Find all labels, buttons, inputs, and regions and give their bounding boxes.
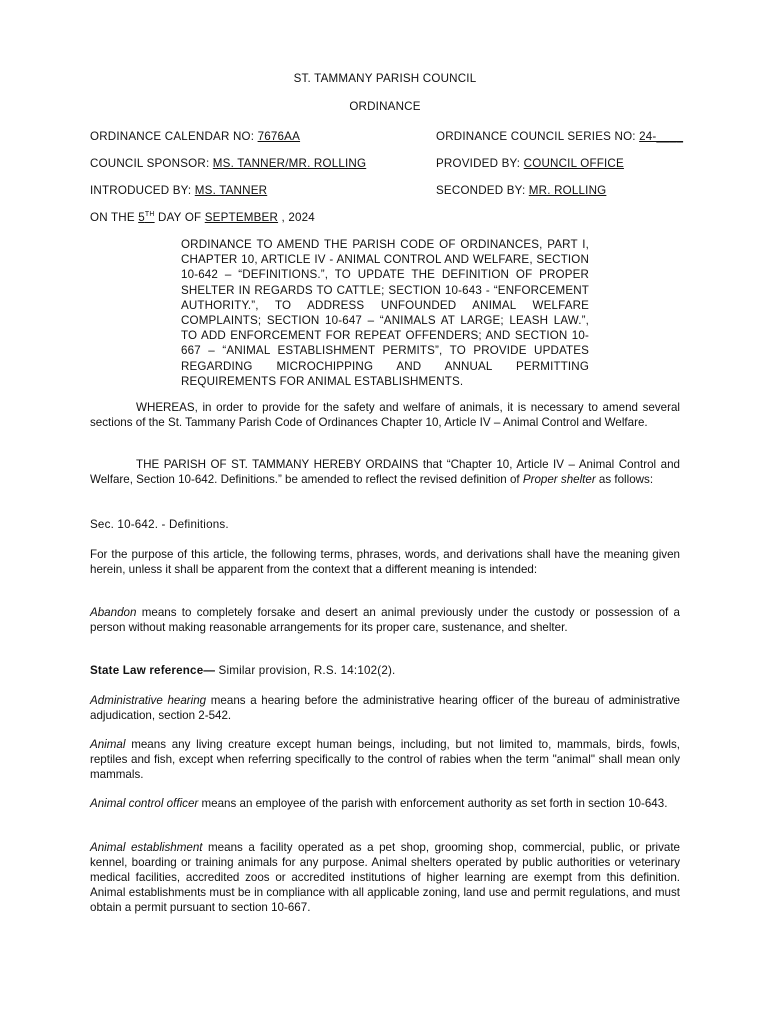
calendar-label: ORDINANCE CALENDAR NO: <box>90 130 258 143</box>
purpose-paragraph: For the purpose of this article, the following terms, phrases, words, and derivations shall have the meaning given herein, unless it shall be apparent from the context that a different meaning is intended: <box>90 548 680 576</box>
series-label: ORDINANCE COUNCIL SERIES NO: <box>436 130 640 143</box>
series-value: 24-____ <box>639 130 684 143</box>
date-year: , 2024 <box>278 211 315 224</box>
sponsor-value: MS. TANNER/MR. ROLLING <box>212 157 367 170</box>
introduced-by <box>90 184 267 197</box>
definition-text: means any living creature except human beings, including, but not limited to, mammals, birds, fowls, reptiles and fish, except when referring specifically to the control of rabies when the term "animal" shall mean only mammals. <box>90 738 680 781</box>
date-day-number: 5 <box>138 211 145 224</box>
definition-animal-establishment <box>90 840 680 915</box>
definition-text: means a hearing before the administrative hearing officer of the bureau of administrative adjudication, section 2-542. <box>90 694 680 722</box>
whereas-paragraph <box>90 400 680 430</box>
provided-by <box>436 157 624 170</box>
date-prefix: ON THE <box>90 211 139 224</box>
calendar-number <box>90 130 300 143</box>
definition-term: Abandon <box>90 606 137 619</box>
definition-abandon <box>90 605 680 635</box>
state-law-text: Similar provision, R.S. 14:102(2). <box>215 664 396 677</box>
ordinance-title: ORDINANCE TO AMEND THE PARISH CODE OF ORDINANCES, PART I, CHAPTER 10, ARTICLE IV - ANIMAL CONTROL AND WELFARE, SECTION 10-642 – “DEFINITIONS.”, TO UPDATE THE DEFINITION OF PROPER SHELTER IN REGARDS TO CATTLE; SECTION 10-643 - “ENFORCEMENT AUTHORITY.”, TO ADDRESS UNFOUNDED ANIMAL WELFARE COMPLAINTS; SECTION 10-647 – “ANIMALS AT LARGE; LEASH LAW.”, TO ADD ENFORCEMENT FOR REPEAT OFFENDERS; AND SECTION 10-667 – “ANIMAL ESTABLISHMENT PERMITS”, TO PROVIDE UPDATES REGARDING MICROCHIPPING AND ANNUAL PERMITTING REQUIREMENTS FOR ANIMAL ESTABLISHMENTS. <box>181 238 589 388</box>
seconded-value: MR. ROLLING <box>528 184 607 197</box>
definition-animal-control-officer <box>90 796 680 811</box>
council-heading: ST. TAMMANY PARISH COUNCIL <box>293 72 477 85</box>
date-mid: DAY OF <box>154 211 205 224</box>
definition-term: Animal <box>90 738 126 751</box>
seconded-label: SECONDED BY: <box>436 184 529 197</box>
seconded-by <box>436 184 606 197</box>
state-law-label: State Law reference— <box>90 664 216 677</box>
section-heading: Sec. 10-642. - Definitions. <box>90 518 229 531</box>
provided-value: COUNCIL OFFICE <box>523 157 624 170</box>
calendar-value: 7676AA <box>257 130 301 143</box>
series-number <box>436 130 683 143</box>
date-day <box>138 211 154 224</box>
sponsor-label: COUNCIL SPONSOR: <box>90 157 213 170</box>
date-day-suffix: TH <box>144 211 155 219</box>
ordains-term: Proper shelter <box>522 473 596 486</box>
meeting-date <box>90 211 315 224</box>
introduced-label: INTRODUCED BY: <box>90 184 195 197</box>
ordains-paragraph <box>90 457 680 487</box>
whereas-text: WHEREAS, in order to provide for the safety and welfare of animals, it is necessary to amend several sections of the St. Tammany Parish Code of Ordinances Chapter 10, Article IV – Animal Control and Welfare. <box>90 401 680 429</box>
definition-term: Animal establishment <box>90 841 203 854</box>
introduced-value: MS. TANNER <box>194 184 268 197</box>
definition-text: means a facility operated as a pet shop, grooming shop, commercial, public, or private kennel, boarding or training animals for any purpose. Animal shelters operated by public authorities or veterinary medical facilities, accredited zoos or accredited institutions of higher learning are exempt from this definition. Animal establishments must be in compliance with all applicable zoning, land use and permit regulations, and must obtain a permit pursuant to section 10-667. <box>90 841 680 914</box>
ordains-end: as follows: <box>595 473 654 486</box>
council-sponsor <box>90 157 366 170</box>
provided-label: PROVIDED BY: <box>436 157 524 170</box>
definition-animal <box>90 737 680 782</box>
state-law-reference <box>90 664 395 677</box>
definition-administrative-hearing <box>90 693 680 723</box>
definition-term: Administrative hearing <box>90 694 207 707</box>
ordains-text: THE PARISH OF ST. TAMMANY HEREBY ORDAINS that “Chapter 10, Article IV – Animal Control and Welfare, Section 10-642. Definitions.” be amended to reflect the revised definition of <box>90 458 680 486</box>
ordinance-heading: ORDINANCE <box>349 100 421 113</box>
definition-text: means an employee of the parish with enforcement authority as set forth in section 10-643. <box>198 797 668 810</box>
definition-term: Animal control officer <box>90 797 199 810</box>
definition-text: means to completely forsake and desert an animal previously under the custody or possession of a person without making reasonable arrangements for its proper care, sustenance, and shelter. <box>90 606 680 634</box>
date-month: SEPTEMBER <box>204 211 279 224</box>
